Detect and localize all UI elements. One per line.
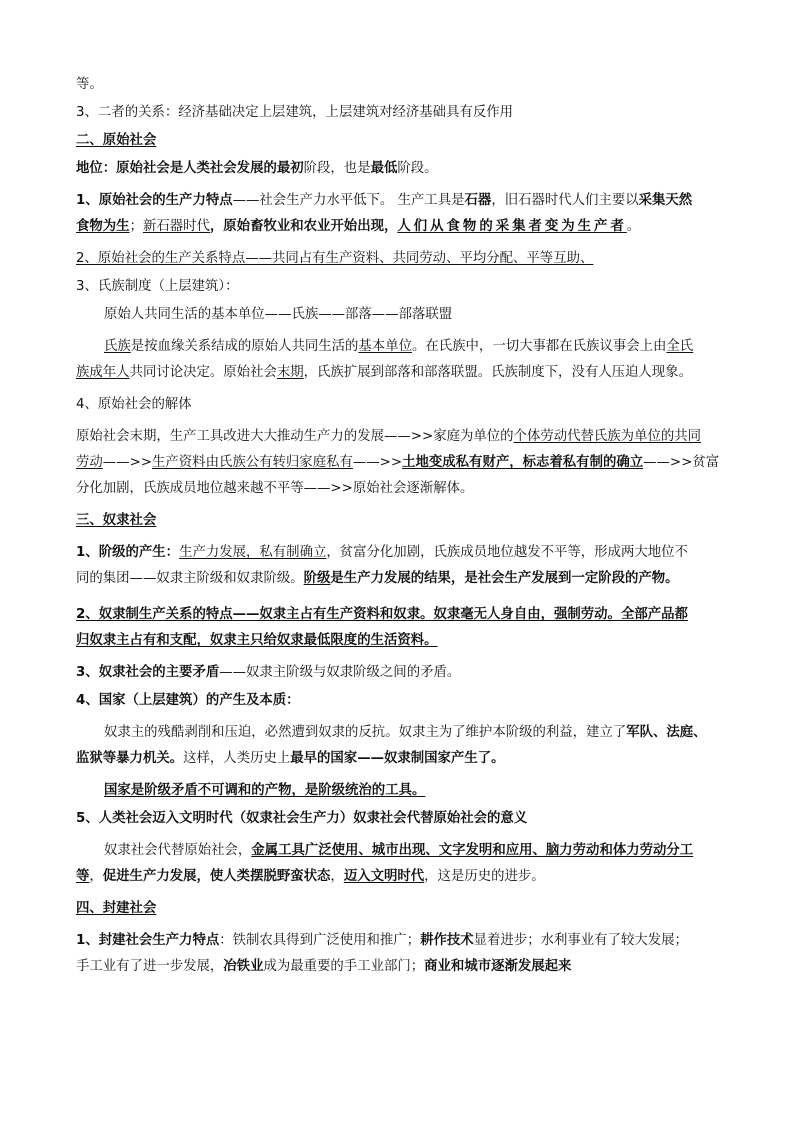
underlined: 氏族 [104,339,131,354]
text: 等。 [76,77,103,92]
text: ，旧石器时代人们主要以 [491,193,639,208]
section-heading-feudal-society [76,900,722,918]
emphasis: 3、奴隶社会的主要矛盾 [76,665,220,680]
underlined: 生产力发展，私有制确立 [179,545,327,560]
text: 地位：原始社会是人类社会发展的 [76,161,277,176]
emphasis: 军队、法庭、 [626,725,707,740]
text: 同的集团——奴隶主阶级和奴隶阶级。 [76,571,304,586]
text-line [76,160,722,178]
text: 归奴隶主占有和支配，奴隶主只给奴隶最低限度的生活资料。 [76,633,438,648]
emphasis: 监狱等暴力机关。 [76,751,184,766]
paragraph [76,424,722,502]
text-line [76,782,722,800]
heading-text: 三、奴隶社会 [76,513,157,528]
text-line [76,188,722,214]
text: 4、原始社会的解体 [76,397,192,412]
emphasis: 促进生产力发展，使人类摆脱野蛮状态 [102,869,331,884]
text: ，贫富分化加剧，氏族成员地位越发不平等，形成两大地位不 [326,545,688,560]
underlined: 末期 [276,365,304,380]
emphasis: ，原始畜牧业和农业开始出现， [209,219,398,234]
underlined: 劳动 [76,455,103,470]
text: 是按血缘关系结成的原始人共同生活的 [130,339,359,354]
underlined: 族成年人 [76,365,130,380]
text: 共同讨论决定。原始社会 [129,365,277,380]
text-line [76,540,722,566]
text-line [76,76,722,94]
text-line [76,566,722,592]
text: ——>> [352,455,403,470]
text: 2、原始社会的生产关系特点——共同占有生产资料、共同劳动、平均分配、平等互助、 [76,251,594,266]
text-line [76,450,722,476]
text: ——社会生产力水平低下。 生产工具是 [232,193,465,208]
emphasis: 食物为生 [76,219,130,234]
text-line [76,334,722,360]
text-line [76,628,722,654]
text-line [76,664,722,682]
emphasis: 1、原始社会的生产力特点 [76,193,233,208]
text: 阶段。 [397,161,438,176]
text-line [76,954,722,980]
emphasis: 人们从食物的采集者变为生产者 [397,219,627,234]
paragraph [76,928,722,980]
emphasis: 金属工具广泛使用、城市出现、文字发明和应用、脑力劳动和体力劳动分工 [251,843,694,858]
text: 分化加剧，氏族成员地位越来越不平等——>>原始社会逐渐解体。 [76,481,474,496]
emphasis: 采集天然 [638,193,693,208]
underlined: 新石器时代 [142,219,210,234]
paragraph [76,188,722,240]
underlined: 基本单位 [358,339,412,354]
text-line [76,396,722,414]
text: ，氏族扩展到部落和部落联盟。氏族制度下，没有人压迫人现象。 [303,365,692,380]
text-line [76,838,722,864]
text-line [76,746,722,772]
emphasis: 阶级 [303,571,331,586]
text: 原始社会末期，生产工具改进大大推动生产力的发展——>>家庭为单位的 [76,429,514,444]
section-heading-slave-society [76,512,722,530]
text: 3、二者的关系：经济基础决定上层建筑，上层建筑对经济基础具有反作用 [76,105,514,120]
text: ， [89,869,103,884]
text: 2、奴隶制生产关系的特点——奴隶主占有生产资料和奴隶。奴隶毫无人身自由，强制劳动。全部产品都 [76,607,688,622]
text: ，这是历史的进步。 [424,869,545,884]
emphasis: 最初 [276,161,304,176]
emphasis: 最早的国家——奴隶制国家产生了。 [290,751,505,766]
text: 阶段，也是 [303,161,371,176]
emphasis: 1、封建社会生产力特点 [76,933,220,948]
emphasis: 最低 [370,161,398,176]
paragraph [76,602,722,654]
text: ， [330,869,344,884]
text-line [76,692,722,710]
emphasis: 商业和城市逐渐发展起来 [424,959,572,974]
text-line [76,360,722,386]
emphasis: 是生产力发展的结果，是社会生产发展到一定阶段的产物。 [330,571,679,586]
emphasis: 耕作技术 [420,933,474,948]
text: 手工业有了进一步发展， [76,959,224,974]
emphasis: 土地变成私有财产，标志着私有制的确立 [402,455,644,470]
text-line [76,424,722,450]
text: 3、氏族制度（上层建筑）： [76,279,239,294]
paragraph [76,838,722,890]
text-line [76,810,722,828]
emphasis: 石器 [464,193,492,208]
text-line [76,476,722,502]
text: ——>> [102,455,153,470]
text: 4、国家（上层建筑）的产生及本质： [76,693,300,708]
text-line [76,214,722,240]
text-line [76,104,722,122]
text-line [76,278,722,296]
heading-text: 四、封建社会 [76,901,157,916]
underlined: 全氏 [666,339,694,354]
emphasis: 国家是阶级矛盾不可调和的产物，是阶级统治的工具。 [104,783,426,798]
text: 。 [626,219,641,234]
paragraph [76,540,722,592]
text: ； [129,219,143,234]
text: ——>>贫富 [643,455,720,470]
text: 显着进步；水利事业有了较大发展； [473,933,688,948]
text: 成为最重要的手工业部门； [263,959,425,974]
underlined: 个体劳动代替氏族为单位的共同 [513,429,702,444]
text-line [76,720,722,746]
emphasis: 冶铁业 [223,959,264,974]
text: ——奴隶主阶级与奴隶阶级之间的矛盾。 [219,665,461,680]
text-line [76,250,722,268]
underlined: 生产资料由氏族公有转归家庭私有 [152,455,353,470]
text: ：铁制农具得到广泛使用和推广； [219,933,421,948]
section-heading-primitive-society [76,132,722,150]
heading-text: 二、原始社会 [76,133,157,148]
emphasis: 1、阶级的产生： [76,545,180,560]
text: 奴隶社会代替原始社会， [104,843,252,858]
text-line [76,928,722,954]
emphasis: 等 [76,869,90,884]
text: 奴隶主的残酷剥削和压迫，必然遭到奴隶的反抗。奴隶主为了维护本阶级的利益，建立了 [104,725,627,740]
text: 。在氏族中，一切大事都在氏族议事会上由 [411,339,667,354]
text-line [76,602,722,628]
emphasis: 迈入文明时代 [343,869,425,884]
text-line [76,306,722,324]
text: 5、人类社会迈入文明时代（奴隶社会生产力）奴隶社会代替原始社会的意义 [76,811,528,826]
text-line [76,864,722,890]
text: 原始人共同生活的基本单位——氏族——部落——部落联盟 [104,307,453,322]
text: 这样，人类历史上 [183,751,291,766]
paragraph [76,720,722,772]
paragraph [76,334,722,386]
